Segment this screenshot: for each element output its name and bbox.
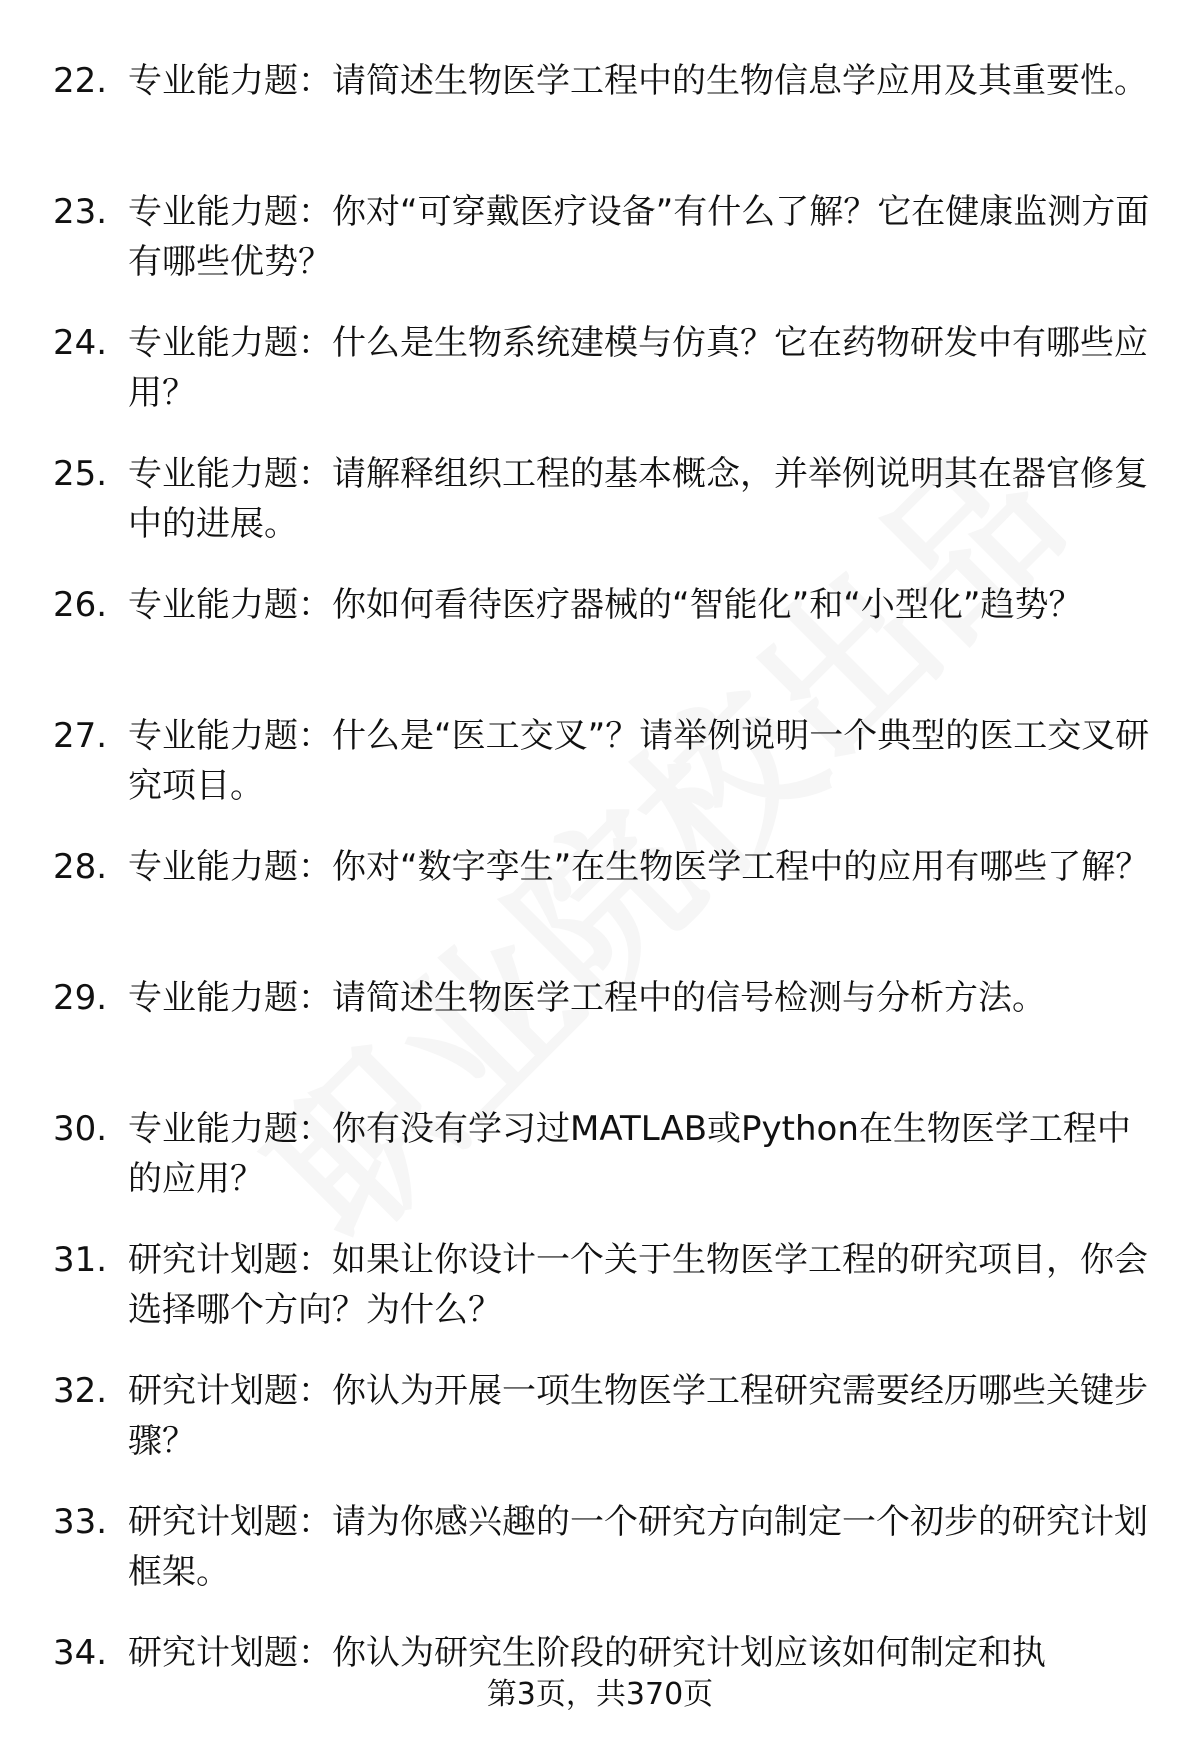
question-number: 24. (53, 323, 108, 363)
question-text: 专业能力题：你对“数字孪生”在生物医学工程中的应用有哪些了解？ (128, 847, 1150, 887)
question-list (0, 56, 1200, 1759)
question-text: 专业能力题：什么是“医工交叉”？请举例说明一个典型的医工交叉研究项目。 (128, 716, 1150, 806)
question-text: 专业能力题：你对“可穿戴医疗设备”有什么了解？它在健康监测方面有哪些优势？ (128, 192, 1150, 282)
question-number: 29. (53, 978, 108, 1018)
question-number: 33. (53, 1502, 108, 1542)
question-item (0, 842, 1200, 973)
question-number: 31. (53, 1240, 108, 1280)
question-text: 研究计划题：你认为研究生阶段的研究计划应该如何制定和执 (128, 1633, 1046, 1673)
question-text: 专业能力题：你如何看待医疗器械的“智能化”和“小型化”趋势？ (128, 585, 1083, 625)
question-item (0, 318, 1200, 449)
question-item (0, 1366, 1200, 1497)
question-number: 30. (53, 1109, 108, 1149)
question-text: 研究计划题：如果让你设计一个关于生物医学工程的研究项目，你会选择哪个方向？为什么？ (128, 1240, 1148, 1330)
question-number: 22. (53, 61, 108, 101)
question-number: 26. (53, 585, 108, 625)
question-item (0, 1497, 1200, 1628)
question-text: 专业能力题：你有没有学习过MATLAB或Python在生物医学工程中的应用？ (128, 1109, 1131, 1199)
question-item (0, 1104, 1200, 1235)
question-number: 23. (53, 192, 108, 232)
question-item (0, 973, 1200, 1104)
question-number: 28. (53, 847, 108, 887)
question-item (0, 580, 1200, 711)
question-item (0, 711, 1200, 842)
question-number: 25. (53, 454, 108, 494)
question-number: 32. (53, 1371, 108, 1411)
question-text: 专业能力题：请简述生物医学工程中的生物信息学应用及其重要性。 (128, 61, 1148, 101)
question-text: 研究计划题：请为你感兴趣的一个研究方向制定一个初步的研究计划框架。 (128, 1502, 1148, 1592)
question-item (0, 449, 1200, 580)
question-number: 34. (53, 1633, 108, 1673)
question-item (0, 187, 1200, 318)
question-text: 专业能力题：请解释组织工程的基本概念，并举例说明其在器官修复中的进展。 (128, 454, 1148, 544)
question-number: 27. (53, 716, 108, 756)
question-item (0, 56, 1200, 187)
question-item (0, 1235, 1200, 1366)
question-text: 专业能力题：请简述生物医学工程中的信号检测与分析方法。 (128, 978, 1046, 1018)
question-text: 研究计划题：你认为开展一项生物医学工程研究需要经历哪些关键步骤？ (128, 1371, 1148, 1461)
question-text: 专业能力题：什么是生物系统建模与仿真？它在药物研发中有哪些应用？ (128, 323, 1148, 413)
page-footer: 第3页，共370页 (486, 1677, 714, 1712)
